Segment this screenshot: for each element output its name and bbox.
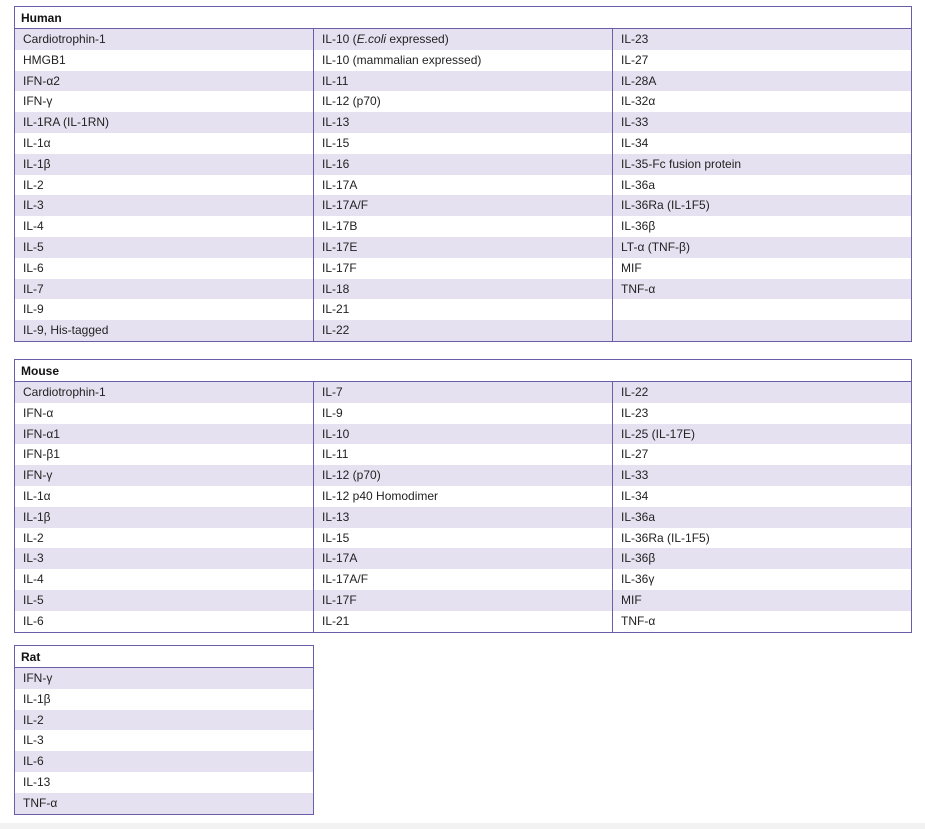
table-cell: IL-6: [15, 258, 313, 279]
table-cell: IL-7: [314, 382, 612, 403]
table-cell: IFN-γ: [15, 91, 313, 112]
table-cell: Cardiotrophin-1: [15, 382, 313, 403]
table-cell: IL-10 (E.coli expressed): [314, 29, 612, 50]
table-cell: IL-18: [314, 279, 612, 300]
table-cell: IL-10 (mammalian expressed): [314, 50, 612, 71]
table-title: Rat: [15, 646, 313, 668]
table-cell: IL-27: [613, 444, 911, 465]
table-cell: IL-2: [15, 710, 313, 731]
table-cell: IL-17B: [314, 216, 612, 237]
table-cell: IL-17A: [314, 548, 612, 569]
table-cell: IL-21: [314, 299, 612, 320]
table-column: [15, 382, 314, 632]
table-cell: IL-17F: [314, 590, 612, 611]
table-cell: IL-3: [15, 195, 313, 216]
table-cell: MIF: [613, 590, 911, 611]
table-cell: IL-33: [613, 465, 911, 486]
table-column: [613, 29, 911, 341]
table-cell: IL-1RA (IL-1RN): [15, 112, 313, 133]
page-bottom-strip: [0, 823, 925, 829]
table-cell: TNF-α: [15, 793, 313, 814]
rat-table: [14, 645, 314, 815]
table-cell: IL-36β: [613, 548, 911, 569]
table-cell: HMGB1: [15, 50, 313, 71]
table-cell: TNF-α: [613, 611, 911, 632]
table-grid: [15, 382, 911, 632]
table-cell: IL-36β: [613, 216, 911, 237]
table-cell: IL-1α: [15, 133, 313, 154]
table-cell: IL-6: [15, 751, 313, 772]
table-cell: MIF: [613, 258, 911, 279]
table-cell: IL-34: [613, 486, 911, 507]
table-cell: IL-22: [613, 382, 911, 403]
table-column: [314, 382, 613, 632]
table-cell: IL-5: [15, 590, 313, 611]
table-cell: IL-17A: [314, 175, 612, 196]
table-cell: IL-13: [314, 507, 612, 528]
table-cell: [613, 299, 911, 320]
table-title: Mouse: [15, 360, 911, 382]
table-cell: IL-1β: [15, 689, 313, 710]
table-cell: IL-11: [314, 444, 612, 465]
table-cell: IL-2: [15, 528, 313, 549]
table-cell: IL-12 (p70): [314, 91, 612, 112]
table-cell: IL-2: [15, 175, 313, 196]
table-cell: IL-9, His-tagged: [15, 320, 313, 341]
table-cell: IL-10: [314, 424, 612, 445]
table-cell: TNF-α: [613, 279, 911, 300]
table-cell: IFN-γ: [15, 465, 313, 486]
table-cell: IL-36Ra (IL-1F5): [613, 528, 911, 549]
table-column: [15, 668, 313, 814]
table-cell: IFN-β1: [15, 444, 313, 465]
table-cell: IL-4: [15, 569, 313, 590]
table-cell: IL-15: [314, 528, 612, 549]
table-cell: IL-7: [15, 279, 313, 300]
table-cell: IL-35-Fc fusion protein: [613, 154, 911, 175]
table-cell: IL-3: [15, 730, 313, 751]
table-cell: IFN-α1: [15, 424, 313, 445]
table-cell: IL-3: [15, 548, 313, 569]
table-cell: IFN-α: [15, 403, 313, 424]
table-cell: IL-1α: [15, 486, 313, 507]
table-cell: IL-36γ: [613, 569, 911, 590]
table-cell: IL-9: [15, 299, 313, 320]
table-cell: IL-16: [314, 154, 612, 175]
table-column: [15, 29, 314, 341]
table-cell: IL-25 (IL-17E): [613, 424, 911, 445]
table-cell: IL-33: [613, 112, 911, 133]
table-cell: IL-36a: [613, 507, 911, 528]
table-cell: IL-23: [613, 403, 911, 424]
table-cell: IL-15: [314, 133, 612, 154]
table-cell: [613, 320, 911, 341]
table-cell: IL-17E: [314, 237, 612, 258]
table-grid: [15, 668, 313, 814]
table-cell: IL-34: [613, 133, 911, 154]
table-cell: IL-28A: [613, 71, 911, 92]
table-cell: IL-12 p40 Homodimer: [314, 486, 612, 507]
table-cell: IL-17A/F: [314, 195, 612, 216]
table-cell: IL-32α: [613, 91, 911, 112]
table-title: Human: [15, 7, 911, 29]
table-column: [314, 29, 613, 341]
table-cell: IL-12 (p70): [314, 465, 612, 486]
table-cell: IL-9: [314, 403, 612, 424]
table-cell: IL-5: [15, 237, 313, 258]
table-cell: LT-α (TNF-β): [613, 237, 911, 258]
table-grid: [15, 29, 911, 341]
table-cell: IL-22: [314, 320, 612, 341]
table-cell: IL-1β: [15, 507, 313, 528]
table-cell: IL-36a: [613, 175, 911, 196]
table-cell: IL-21: [314, 611, 612, 632]
table-cell: IFN-γ: [15, 668, 313, 689]
table-cell: IL-4: [15, 216, 313, 237]
table-cell: IL-27: [613, 50, 911, 71]
human-table: [14, 6, 912, 342]
table-cell: IL-17A/F: [314, 569, 612, 590]
table-cell: IL-17F: [314, 258, 612, 279]
table-column: [613, 382, 911, 632]
table-cell: Cardiotrophin-1: [15, 29, 313, 50]
table-cell: IL-11: [314, 71, 612, 92]
table-cell: IL-1β: [15, 154, 313, 175]
mouse-table: [14, 359, 912, 633]
table-cell: IFN-α2: [15, 71, 313, 92]
table-cell: IL-13: [314, 112, 612, 133]
table-cell: IL-6: [15, 611, 313, 632]
table-cell: IL-36Ra (IL-1F5): [613, 195, 911, 216]
table-cell: IL-13: [15, 772, 313, 793]
table-cell: IL-23: [613, 29, 911, 50]
